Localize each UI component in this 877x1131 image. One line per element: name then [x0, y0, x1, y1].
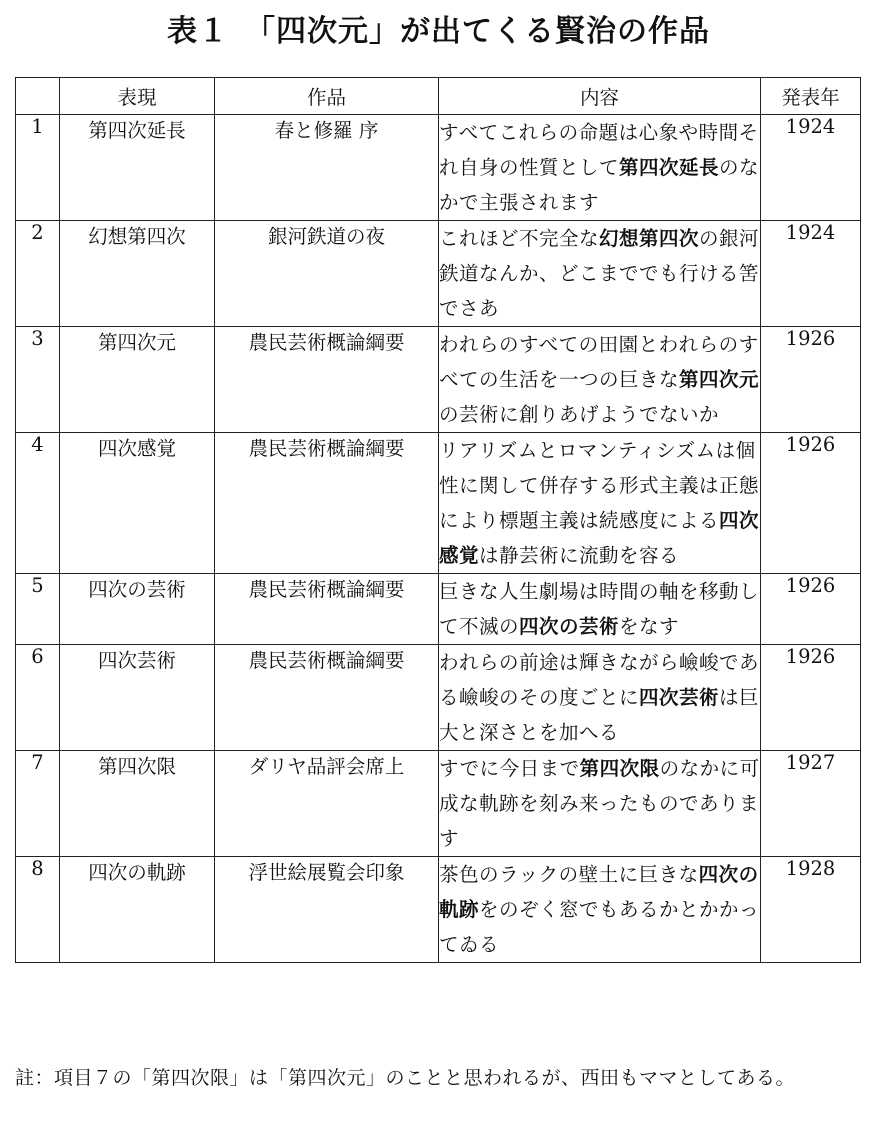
- content-text: の芸術に創りあげようでないか: [439, 403, 720, 426]
- highlighted-term: 第四次限: [579, 757, 660, 780]
- table-row: [16, 327, 861, 433]
- row-index: 3: [16, 327, 60, 433]
- row-expression: 第四次延長: [60, 115, 215, 221]
- header-expression: 表現: [60, 78, 215, 115]
- row-year: 1924: [761, 221, 861, 327]
- row-index: 1: [16, 115, 60, 221]
- row-index: 6: [16, 645, 60, 751]
- row-expression: 四次の芸術: [60, 574, 215, 645]
- row-index: 4: [16, 433, 60, 574]
- content-text: 茶色のラックの壁土に巨きな: [439, 863, 699, 886]
- row-work: 銀河鉄道の夜: [215, 221, 439, 327]
- row-year: 1924: [761, 115, 861, 221]
- row-content: [439, 327, 761, 433]
- header-year: 発表年: [761, 78, 861, 115]
- table-header-row: [16, 78, 861, 115]
- highlighted-term: 四次の芸術: [519, 615, 620, 638]
- row-index: 5: [16, 574, 60, 645]
- row-work: 浮世絵展覧会印象: [215, 857, 439, 963]
- content-text: すでに今日まで: [439, 757, 580, 780]
- row-expression: 第四次限: [60, 751, 215, 857]
- row-year: 1928: [761, 857, 861, 963]
- row-content: [439, 115, 761, 221]
- table-row: [16, 115, 861, 221]
- content-text: は巨大と深さとを加へる: [439, 686, 760, 744]
- row-expression: 四次感覚: [60, 433, 215, 574]
- row-work: 農民芸術概論綱要: [215, 645, 439, 751]
- table-row: [16, 751, 861, 857]
- row-index: 2: [16, 221, 60, 327]
- table-row: [16, 574, 861, 645]
- row-content: [439, 433, 761, 574]
- row-expression: 幻想第四次: [60, 221, 215, 327]
- row-year: 1927: [761, 751, 861, 857]
- row-work: ダリヤ品評会席上: [215, 751, 439, 857]
- row-content: [439, 221, 761, 327]
- header-index: [16, 78, 60, 115]
- table-body: [16, 115, 861, 963]
- content-text: をのぞく窓でもあるかとかかってゐる: [439, 898, 760, 956]
- row-expression: 四次の軌跡: [60, 857, 215, 963]
- content-text: をなす: [619, 615, 680, 638]
- highlighted-term: 四次感覚: [439, 509, 760, 567]
- content-text: の銀河鉄道なんか、どこまででも行ける筈でさあ: [439, 227, 760, 320]
- highlighted-term: 幻想第四次: [599, 227, 700, 250]
- row-year: 1926: [761, 433, 861, 574]
- row-expression: 第四次元: [60, 327, 215, 433]
- row-year: 1926: [761, 574, 861, 645]
- content-text: のなかで主張されます: [439, 156, 760, 214]
- content-text: これほど不完全な: [439, 227, 600, 250]
- header-content: 内容: [439, 78, 761, 115]
- table-row: [16, 645, 861, 751]
- row-content: [439, 645, 761, 751]
- row-content: [439, 857, 761, 963]
- row-expression: 四次芸術: [60, 645, 215, 751]
- highlighted-term: 第四次延長: [619, 156, 720, 179]
- row-year: 1926: [761, 645, 861, 751]
- content-text: 巨きな人生劇場は時間の軸を移動して不滅の: [439, 580, 760, 638]
- content-text: リアリズムとロマンティシズムは個性に関して併存する形式主義は正態により標題主義は続感度による: [439, 439, 760, 532]
- row-content: [439, 751, 761, 857]
- table-row: [16, 857, 861, 963]
- row-index: 8: [16, 857, 60, 963]
- table-row: [16, 433, 861, 574]
- content-text: すべてこれらの命題は心象や時間それ自身の性質として: [439, 121, 759, 179]
- footnote: 註：項目７の「第四次限」は「第四次元」のことと思われるが、西田もママとしてある。: [15, 1067, 796, 1089]
- works-table: [15, 77, 861, 963]
- header-work: 作品: [215, 78, 439, 115]
- row-work: 農民芸術概論綱要: [215, 433, 439, 574]
- content-text: のなかに可成な軌跡を刻み来ったものであります: [439, 757, 760, 850]
- row-work: 農民芸術概論綱要: [215, 574, 439, 645]
- highlighted-term: 四次の軌跡: [439, 863, 759, 921]
- highlighted-term: 第四次元: [679, 368, 760, 391]
- row-work: 農民芸術概論綱要: [215, 327, 439, 433]
- table-title: 表１ 「四次元」が出てくる賢治の作品: [167, 14, 710, 49]
- content-text: われらのすべての田園とわれらのすべての生活を一つの巨きな: [439, 333, 759, 391]
- row-work: 春と修羅 序: [215, 115, 439, 221]
- row-index: 7: [16, 751, 60, 857]
- row-year: 1926: [761, 327, 861, 433]
- content-text: われらの前途は輝きながら嶮峻である嶮峻のその度ごとに: [439, 651, 760, 709]
- highlighted-term: 四次芸術: [639, 686, 720, 709]
- content-text: は静芸術に流動を容る: [479, 544, 680, 567]
- table-row: [16, 221, 861, 327]
- row-content: [439, 574, 761, 645]
